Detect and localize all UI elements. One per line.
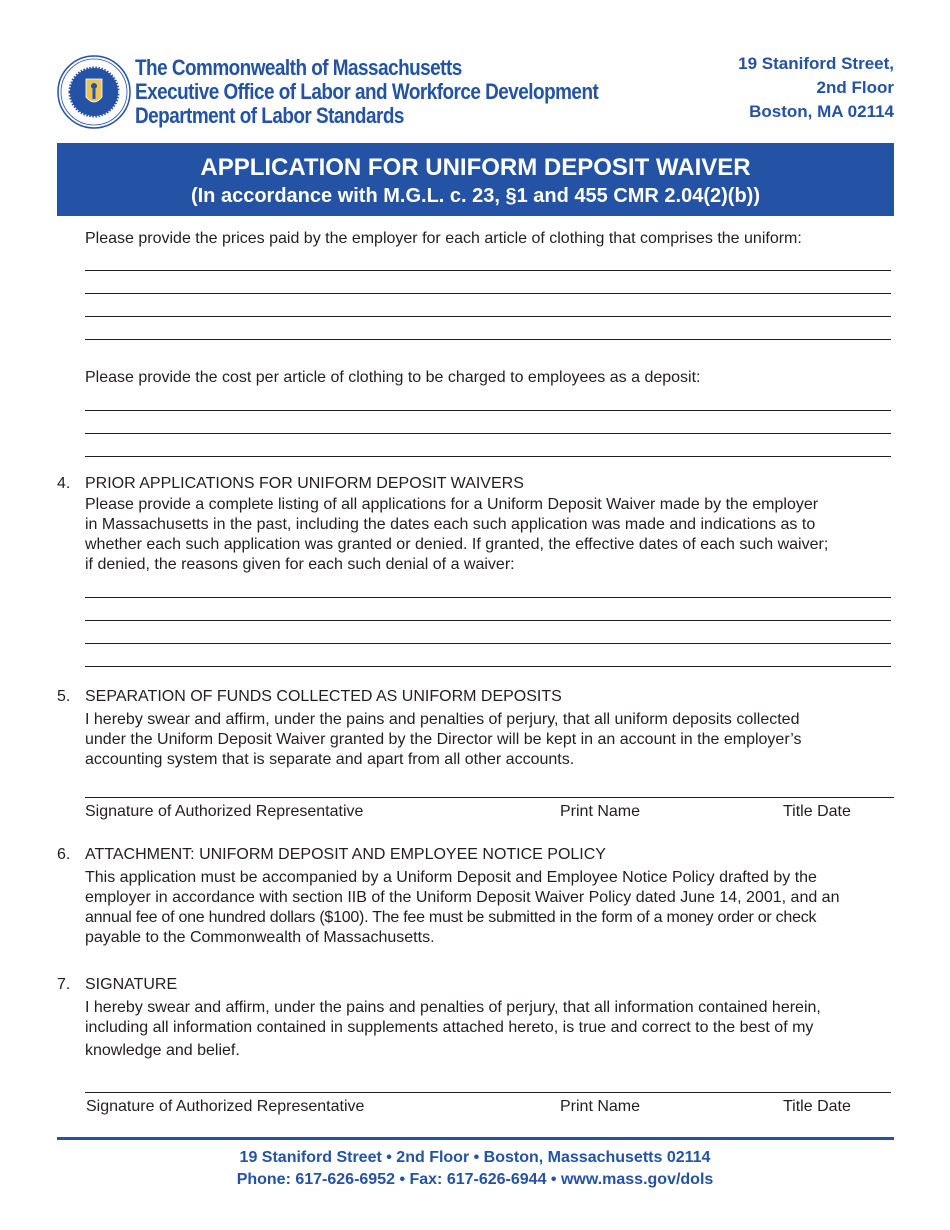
header-address-floor: 2nd Floor [816, 78, 894, 97]
section-4-text-line: whether each such application was granted or denied. If granted, the effective dates of each such waiver; [85, 536, 829, 553]
section-4-heading: PRIOR APPLICATIONS FOR UNIFORM DEPOSIT WAIVERS [85, 475, 524, 492]
section-6-text-line: annual fee of one hundred dollars ($100). The fee must be submitted in the form of a money order or check [85, 909, 817, 926]
header-address-city: Boston, MA 02114 [749, 102, 894, 121]
header-address-street: 19 Staniford Street, [738, 54, 894, 73]
section-7-signature-label: Signature of Authorized Representative [86, 1098, 365, 1115]
page-title: APPLICATION FOR UNIFORM DEPOSIT WAIVER [200, 154, 751, 181]
prices-answer-line[interactable] [85, 293, 891, 294]
title-banner [57, 143, 894, 216]
cost-answer-line[interactable] [85, 410, 891, 411]
agency-line-department: Department of Labor Standards [135, 103, 404, 128]
footer-divider [57, 1137, 894, 1140]
prices-prompt: Please provide the prices paid by the employer for each article of clothing that comprises the uniform: [85, 230, 802, 247]
prior-applications-answer-line[interactable] [85, 643, 891, 644]
section-5-signature-label: Signature of Authorized Representative [85, 803, 364, 820]
section-5-heading: SEPARATION OF FUNDS COLLECTED AS UNIFORM DEPOSITS [85, 688, 562, 705]
section-6-text-line: employer in accordance with section IIB of the Uniform Deposit Waiver Policy dated June 14, 2001, and an [85, 889, 840, 906]
agency-line-executive-office: Executive Office of Labor and Workforce Development [135, 79, 599, 104]
section-5-print-name-label: Print Name [560, 803, 641, 820]
section-6-heading: ATTACHMENT: UNIFORM DEPOSIT AND EMPLOYEE NOTICE POLICY [85, 846, 606, 863]
cost-answer-line[interactable] [85, 433, 891, 434]
prices-answer-line[interactable] [85, 339, 891, 340]
section-6-text-line: payable to the Commonwealth of Massachusetts. [85, 929, 435, 946]
section-7-text-line: including all information contained in supplements attached hereto, is true and correct to the best of my [85, 1019, 814, 1036]
section-5-signature-line[interactable] [85, 797, 894, 798]
section-7-text-line: I hereby swear and affirm, under the pains and penalties of perjury, that all information contained herein, [85, 999, 821, 1016]
prices-answer-line[interactable] [85, 316, 891, 317]
section-5-text-line: I hereby swear and affirm, under the pains and penalties of perjury, that all uniform deposits collected [85, 711, 800, 728]
section-7-print-name-label: Print Name [560, 1098, 641, 1115]
page-subtitle: (In accordance with M.G.L. c. 23, §1 and 455 CMR 2.04(2)(b)) [190, 185, 761, 207]
section-7-text-line: knowledge and belief. [85, 1042, 240, 1059]
section-4-number: 4. [57, 475, 71, 492]
agency-name [135, 56, 674, 128]
header-address [738, 52, 894, 124]
footer-contact: Phone: 617-626-6952 • Fax: 617-626-6944 • www.mass.gov/dols [236, 1171, 714, 1188]
section-7-heading: SIGNATURE [85, 976, 178, 993]
prices-answer-line[interactable] [85, 270, 891, 271]
prior-applications-answer-line[interactable] [85, 597, 891, 598]
agency-line-commonwealth: The Commonwealth of Massachusetts [135, 55, 462, 80]
section-5-number: 5. [57, 688, 71, 705]
prior-applications-answer-line[interactable] [85, 620, 891, 621]
section-5-title-date-label: Title Date [783, 803, 851, 820]
section-4-text-line: Please provide a complete listing of all applications for a Uniform Deposit Waiver made by the employer [85, 496, 819, 513]
section-5-text-line: accounting system that is separate and apart from all other accounts. [85, 751, 575, 768]
prior-applications-answer-line[interactable] [85, 666, 891, 667]
section-7-signature-line[interactable] [85, 1092, 891, 1093]
commonwealth-seal-icon [57, 55, 131, 129]
section-7-title-date-label: Title Date [783, 1098, 851, 1115]
cost-prompt: Please provide the cost per article of clothing to be charged to employees as a deposit: [85, 369, 701, 386]
section-6-number: 6. [57, 846, 71, 863]
section-6-text-line: This application must be accompanied by a Uniform Deposit and Employee Notice Policy drafted by the [85, 869, 817, 886]
section-5-text-line: under the Uniform Deposit Waiver granted by the Director will be kept in an account in the employer’s [85, 731, 802, 748]
footer-address: 19 Staniford Street • 2nd Floor • Boston, Massachusetts 02114 [239, 1149, 711, 1166]
section-4-text-line: if denied, the reasons given for each such denial of a waiver: [85, 556, 515, 573]
section-4-text-line: in Massachusetts in the past, including the dates each such application was made and indications as to [85, 516, 816, 533]
cost-answer-line[interactable] [85, 456, 891, 457]
section-7-number: 7. [57, 976, 71, 993]
